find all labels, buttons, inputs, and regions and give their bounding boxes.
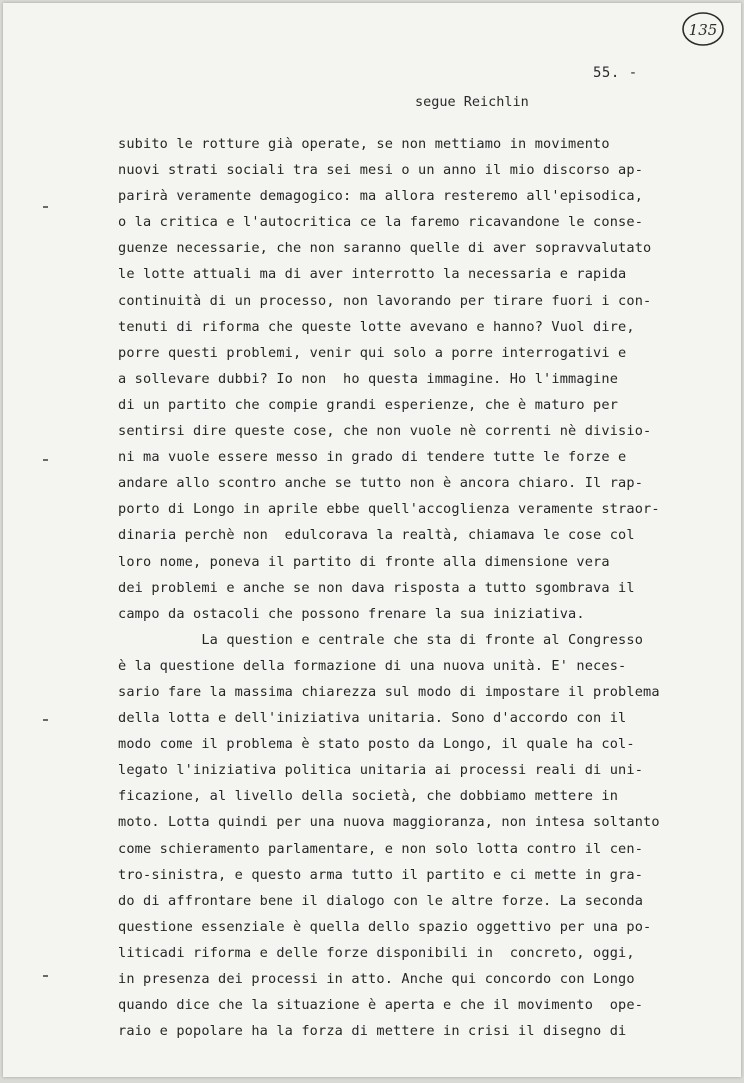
text-line: moto. Lotta quindi per una nuova maggioranza, non intesa soltanto (118, 814, 660, 831)
text-line: della lotta e dell'iniziativa unitaria. Sono d'accordo con il (118, 710, 627, 727)
archive-number: 135 (688, 21, 718, 39)
continuation-label: segue Reichlin (415, 94, 529, 110)
text-line: in presenza dei processi in atto. Anche qui concordo con Longo (118, 971, 635, 987)
text-line: La question e centrale che sta di fronte al Congresso (118, 631, 644, 648)
body-text (118, 131, 718, 1044)
text-line: o la critica e l'autocritica ce la faremo ricavandone le conse- (118, 214, 644, 231)
text-line: parirà veramente demagogico: ma allora resteremo all'episodica, (118, 188, 644, 205)
text-line: dei problemi e anche se non dava risposta a tutto sgombrava il (118, 579, 635, 596)
text-line: raio e popolare ha la forza di mettere in crisi il disegno di (118, 1023, 627, 1040)
text-line: nuovi strati sociali tra sei mesi o un anno il mio discorso ap- (118, 162, 644, 179)
text-line: legato l'iniziativa politica unitaria ai processi reali di uni- (118, 762, 644, 779)
text-line: andare allo scontro anche se tutto non è ancora chiaro. Il rap- (118, 475, 644, 492)
text-line: liticadi riforma e delle forze disponibili in concreto, oggi, (118, 944, 635, 961)
margin-tick (43, 459, 48, 461)
text-line: loro nome, poneva il partito di fronte alla dimensione vera (118, 553, 610, 570)
text-line: quando dice che la situazione è aperta e che il movimento ope- (118, 997, 644, 1014)
margin-tick (43, 719, 48, 721)
archive-stamp (680, 9, 726, 49)
text-line: campo da ostacoli che possono frenare la sua iniziativa. (118, 605, 585, 622)
text-line: sario fare la massima chiarezza sul modo di impostare il problema (118, 683, 660, 700)
text-line: ni ma vuole essere messo in grado di tendere tutte le forze e (118, 449, 627, 466)
page-number: 55. - (593, 65, 638, 81)
text-line: dinaria perchè non edulcorava la realtà, chiamava le cose col (118, 527, 635, 544)
text-line: di un partito che compie grandi esperienze, che è maturo per (118, 396, 619, 413)
text-line: questione essenziale è quella dello spazio oggettivo per una po- (118, 918, 652, 935)
text-line: do di affrontare bene il dialogo con le altre forze. La seconda (118, 892, 644, 909)
margin-tick (43, 206, 48, 208)
text-line: porto di Longo in aprile ebbe quell'accoglienza veramente straor- (118, 501, 660, 518)
text-line: le lotte attuali ma di aver interrotto la necessaria e rapida (118, 266, 627, 283)
text-line: continuità di un processo, non lavorando per tirare fuori i con- (118, 292, 652, 309)
text-line: è la questione della formazione di una nuova unità. E' neces- (118, 657, 627, 674)
document-page (3, 3, 741, 1077)
text-line: guenze necessarie, che non saranno quelle di aver sopravvalutato (118, 240, 652, 257)
text-line: ficazione, al livello della società, che dobbiamo mettere in (118, 788, 619, 805)
text-line: modo come il problema è stato posto da Longo, il quale ha col- (118, 736, 635, 753)
margin-tick (43, 975, 48, 977)
text-line: come schieramento parlamentare, e non solo lotta contro il cen- (118, 840, 644, 857)
archive-number-circle (680, 9, 726, 49)
text-line: porre questi problemi, venir qui solo a porre interrogativi e (118, 344, 627, 361)
text-line: sentirsi dire queste cose, che non vuole nè correnti nè divisio- (118, 423, 652, 440)
text-line: tro-sinistra, e questo arma tutto il partito e ci mette in gra- (118, 866, 644, 883)
text-line: subito le rotture già operate, se non mettiamo in movimento (118, 136, 610, 152)
text-line: tenuti di riforma che queste lotte avevano e hanno? Vuol dire, (118, 318, 635, 335)
text-line: a sollevare dubbi? Io non ho questa immagine. Ho l'immagine (118, 370, 619, 387)
